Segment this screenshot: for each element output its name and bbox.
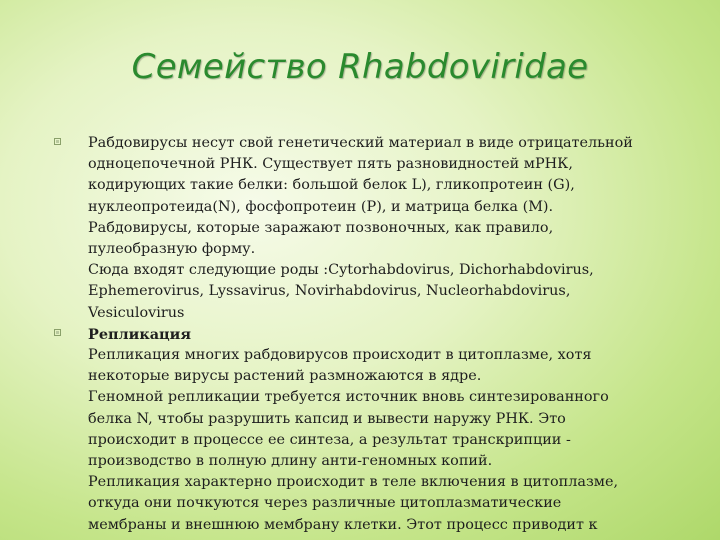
bullet-item-replication	[52, 324, 692, 536]
text-line: некоторые вирусы растений размножаются в ядре.	[88, 368, 482, 385]
text-line: белка N, чтобы разрушить капсид и вывести наружу РНК. Это	[88, 410, 566, 427]
text-line: одноцепочечной РНК. Существует пять разновидностей мРНК,	[88, 156, 573, 173]
text-line: Ephemerovirus, Lyssavirus, Novirhabdovirus, Nucleorhabdovirus,	[88, 283, 571, 300]
text-line: Рабдовирусы, которые заражают позвоночных, как правило,	[88, 219, 554, 236]
bullet-item-description	[52, 133, 692, 324]
text-line: Репликация многих рабдовирусов происходит в цитоплазме, хотя	[88, 347, 592, 364]
text-line: мембраны и внешнюю мембрану клетки. Этот процесс приводит к	[88, 516, 598, 533]
text-line: пулеобразную форму.	[88, 241, 256, 258]
section-heading: Репликация	[88, 325, 191, 343]
slide-title: Семейство Rhabdoviridae	[131, 47, 589, 87]
text-line: кодирующих такие белки: большой белок L), гликопротеин (G),	[88, 177, 575, 194]
bullet-square-icon	[54, 138, 61, 145]
text-line: нуклеопротеида(N), фосфопротеин (P), и матрица белка (M).	[88, 198, 554, 215]
text-line: происходит в процессе ее синтеза, а результат транскрипции -	[88, 431, 571, 448]
slide-content	[52, 133, 692, 536]
text-line: Сюда входят следующие роды :Cytorhabdovirus, Dichorhabdovirus,	[88, 262, 594, 279]
text-line: Геномной репликации требуется источник вновь синтезированного	[88, 389, 609, 406]
bullet-square-icon	[54, 329, 61, 336]
text-line: откуда они почкуются через различные цитоплазматические	[88, 495, 562, 512]
text-line: Vesiculovirus	[88, 304, 185, 321]
text-line: производство в полную длину анти-геномных копий.	[88, 453, 493, 470]
text-line: Репликация характерно происходит в теле включения в цитоплазме,	[88, 474, 619, 491]
text-line: Рабдовирусы несут свой генетический материал в виде отрицательной	[88, 135, 633, 151]
